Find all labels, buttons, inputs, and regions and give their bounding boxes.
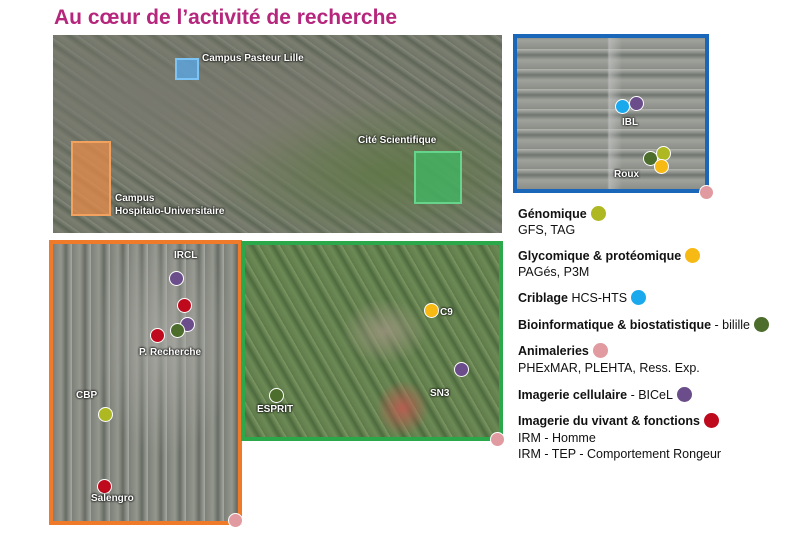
legend-imagerie-vivant-heading: Imagerie du vivant & fonctions: [518, 414, 700, 428]
animaleries-marker-orange: [228, 513, 243, 528]
legend-genomique-heading: Génomique: [518, 207, 587, 221]
campus-pasteur-zone: [175, 58, 199, 80]
legend-criblage: [518, 290, 646, 306]
imagerie-vivant-marker-p-recherche-2: [150, 328, 165, 343]
legend-bioinformatique-inline: - bilille: [714, 318, 750, 332]
imagerie-vivant-marker-salengro: [97, 479, 112, 494]
campus-pasteur-zoom-map: [513, 34, 709, 193]
cite-scientifique-zone: [414, 151, 462, 204]
site-label-roux: Roux: [614, 169, 639, 180]
campus-hospitalo-zone: [71, 141, 111, 216]
glycomique-marker-roux: [654, 159, 669, 174]
legend-bioinformatique-heading: Bioinformatique & biostatistique: [518, 318, 712, 332]
bioinformatique-marker-p-recherche: [170, 323, 185, 338]
imagerie-cellulaire-marker-sn3: [454, 362, 469, 377]
legend-imagerie-cellulaire: [518, 387, 692, 403]
legend-criblage-swatch: [631, 290, 646, 305]
legend-animaleries-swatch: [593, 343, 608, 358]
campus-hospitalo-label-line2: Hospitalo-Universitaire: [115, 206, 225, 217]
legend-genomique-swatch: [591, 206, 606, 221]
glycomique-marker-c9: [424, 303, 439, 318]
campus-hospitalo-zoom-map: [49, 240, 242, 525]
bioinformatique-marker-esprit: [269, 388, 284, 403]
site-label-ircl: IRCL: [174, 250, 198, 261]
legend-imagerie-vivant: [518, 413, 719, 429]
legend-bioinformatique-swatch: [754, 317, 769, 332]
legend-animaleries-heading: Animaleries: [518, 344, 589, 358]
legend-imagerie-vivant-swatch: [704, 413, 719, 428]
page-title: Au cœur de l’activité de recherche: [54, 6, 398, 29]
genomique-marker-cbp: [98, 407, 113, 422]
site-label-p-recherche: P. Recherche: [139, 347, 202, 358]
legend-criblage-heading: Criblage: [518, 291, 569, 305]
legend-genomique-detail: GFS, TAG: [518, 223, 576, 237]
legend-glycomique: [518, 248, 700, 264]
legend-imagerie-vivant-detail-1: IRM - Homme: [518, 431, 596, 445]
legend-glycomique-detail: PAGés, P3M: [518, 265, 590, 279]
cite-scientifique-label: Cité Scientifique: [358, 135, 437, 146]
legend-imagerie-cellulaire-inline: - BICeL: [630, 388, 673, 402]
legend-bioinformatique: [518, 317, 769, 333]
campus-hospitalo-label-line1: Campus: [115, 193, 155, 204]
legend-imagerie-cellulaire-heading: Imagerie cellulaire: [518, 388, 628, 402]
site-label-ibl: IBL: [622, 117, 639, 128]
site-label-salengro: Salengro: [91, 493, 134, 504]
animaleries-marker-green: [490, 432, 505, 447]
legend-animaleries: [518, 343, 608, 359]
criblage-marker-ibl: [615, 99, 630, 114]
campus-pasteur-label: Campus Pasteur Lille: [202, 53, 304, 64]
site-label-c9: C9: [440, 307, 453, 318]
site-label-esprit: ESPRIT: [257, 404, 294, 415]
imagerie-vivant-marker-p-recherche-1: [177, 298, 192, 313]
site-label-cbp: CBP: [76, 390, 98, 401]
legend-imagerie-vivant-detail-2: IRM - TEP - Comportement Rongeur: [518, 447, 722, 461]
legend-glycomique-swatch: [685, 248, 700, 263]
legend-criblage-inline: HCS-HTS: [571, 291, 628, 305]
imagerie-cellulaire-marker-ircl: [169, 271, 184, 286]
legend-animaleries-detail: PHExMAR, PLEHTA, Ress. Exp.: [518, 361, 700, 375]
animaleries-marker-blue: [699, 185, 714, 200]
imagerie-cellulaire-marker-ibl: [629, 96, 644, 111]
legend-imagerie-cellulaire-swatch: [677, 387, 692, 402]
legend-glycomique-heading: Glycomique & protéomique: [518, 249, 682, 263]
legend-genomique: [518, 206, 606, 222]
site-label-sn3: SN3: [430, 388, 450, 399]
